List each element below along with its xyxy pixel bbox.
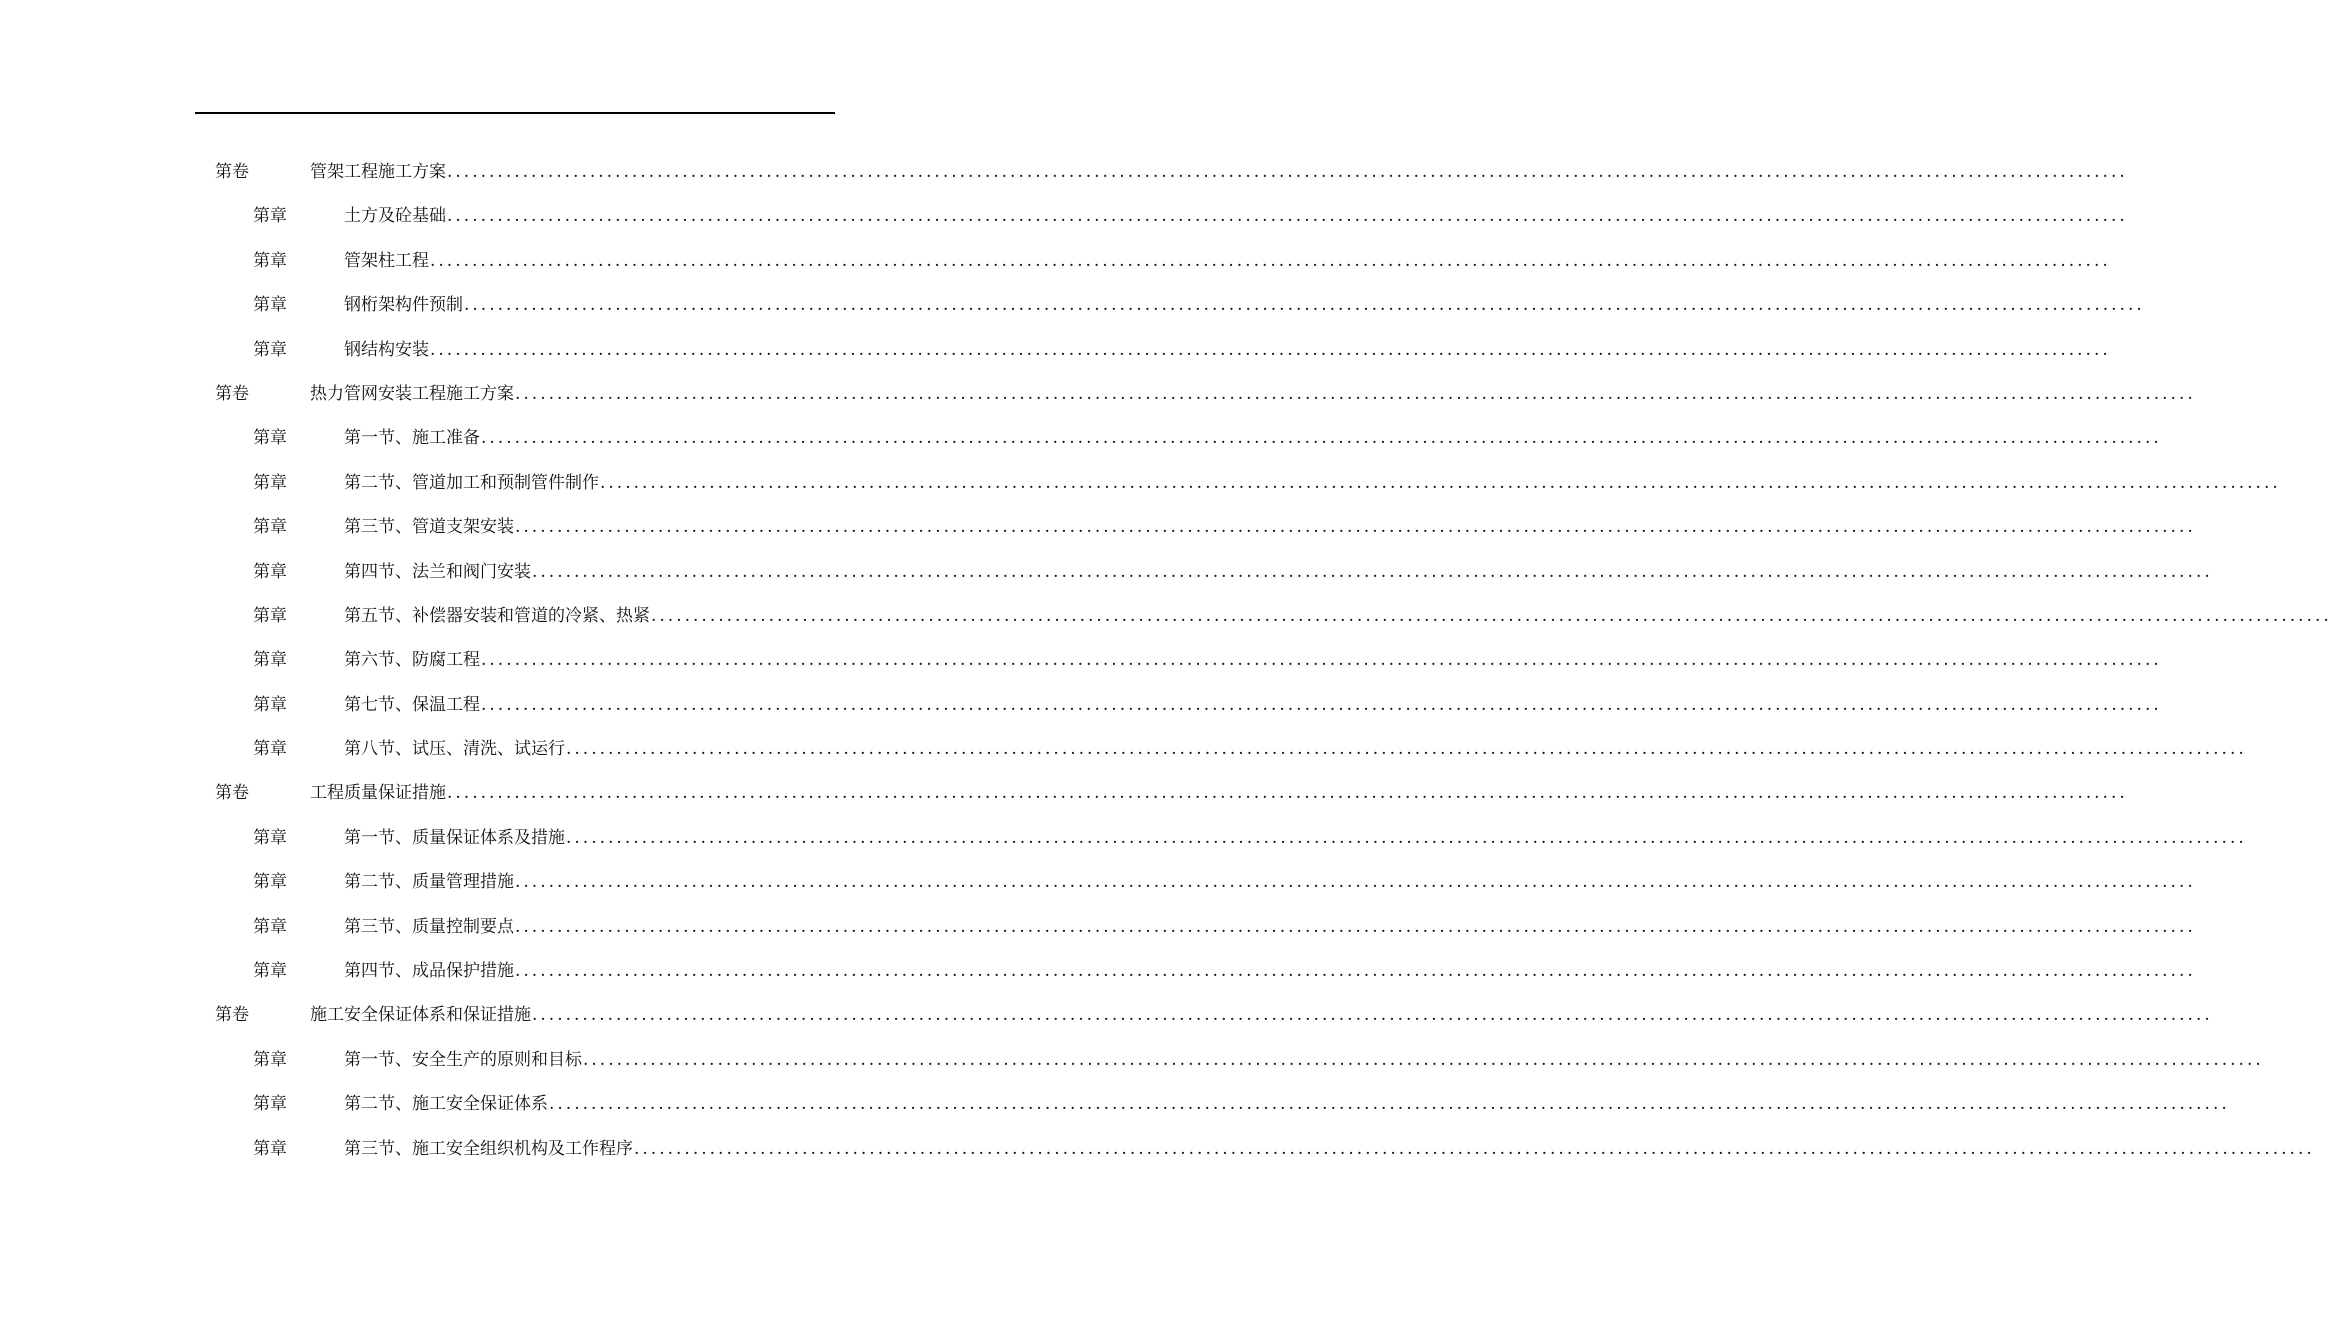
toc-dot-leader: ........................................................................................................................................................................................................ — [515, 383, 2196, 404]
toc-dot-leader: ........................................................................................................................................................................................................ — [481, 428, 2162, 449]
toc-entry-title-wrap — [344, 594, 2332, 638]
toc-dot-leader: ........................................................................................................................................................................................................ — [430, 250, 2111, 271]
toc-chapter-entry[interactable] — [0, 816, 2247, 860]
toc-entry-title: 第五节、补偿器安装和管道的冷紧、热紧 — [344, 605, 650, 626]
toc-dot-leader: ........................................................................................................................................................................................................ — [515, 517, 2196, 538]
toc-chapter-entry[interactable] — [0, 505, 2196, 549]
table-of-contents — [0, 150, 2332, 1171]
toc-entry-title: 工程质量保证措施 — [310, 783, 446, 804]
toc-entry-title: 第二节、质量管理措施 — [344, 872, 514, 893]
toc-entry-title-wrap — [344, 194, 2128, 238]
toc-chapter-entry[interactable] — [0, 1127, 2315, 1171]
toc-chapter-entry[interactable] — [0, 550, 2213, 594]
toc-entry-title: 热力管网安装工程施工方案 — [310, 383, 514, 404]
toc-entry-number: 第卷 — [215, 383, 249, 404]
toc-chapter-entry[interactable] — [0, 860, 2196, 904]
toc-entry-number: 第章 — [253, 827, 287, 848]
toc-entry-number: 第章 — [253, 694, 287, 715]
toc-entry-title: 管架柱工程 — [344, 250, 429, 271]
toc-entry-number: 第章 — [253, 517, 287, 538]
toc-entry-number: 第卷 — [215, 162, 249, 182]
toc-entry-number: 第章 — [253, 1049, 287, 1070]
toc-entry-number: 第章 — [253, 339, 287, 360]
toc-entry-number: 第章 — [253, 472, 287, 493]
toc-entry-title: 施工安全保证体系和保证措施 — [310, 1005, 531, 1026]
toc-chapter-entry[interactable] — [0, 239, 2111, 283]
toc-entry-title-wrap — [344, 683, 2162, 727]
toc-entry-title: 土方及砼基础 — [344, 206, 446, 227]
toc-dot-leader: ........................................................................................................................................................................................................ — [464, 295, 2145, 316]
toc-entry-title: 第八节、试压、清洗、试运行 — [344, 739, 565, 760]
toc-chapter-entry[interactable] — [0, 194, 2128, 238]
toc-dot-leader: ........................................................................................................................................................................................................ — [549, 1094, 2230, 1115]
toc-dot-leader: ........................................................................................................................................................................................................ — [566, 739, 2247, 760]
toc-dot-leader: ........................................................................................................................................................................................................ — [532, 1005, 2213, 1026]
toc-chapter-entry[interactable] — [0, 1038, 2264, 1082]
toc-entry-number: 第章 — [253, 206, 287, 227]
toc-entry-title-wrap — [344, 505, 2196, 549]
toc-entry-title: 第二节、管道加工和预制管件制作 — [344, 472, 599, 493]
toc-entry-number: 第卷 — [215, 783, 249, 804]
toc-chapter-entry[interactable] — [0, 949, 2196, 993]
toc-entry-number: 第章 — [253, 1094, 287, 1115]
toc-entry-title-wrap — [310, 372, 2196, 416]
toc-entry-number: 第章 — [253, 561, 287, 582]
toc-entry-number: 第章 — [253, 739, 287, 760]
toc-entry-title: 第一节、质量保证体系及措施 — [344, 827, 565, 848]
toc-chapter-entry[interactable] — [0, 328, 2111, 372]
toc-entry-title-wrap — [344, 727, 2247, 771]
toc-entry-number: 第章 — [253, 428, 287, 449]
toc-entry-number: 第章 — [253, 250, 287, 271]
toc-entry-title: 第七节、保温工程 — [344, 694, 480, 715]
toc-chapter-entry[interactable] — [0, 727, 2247, 771]
toc-entry-number: 第章 — [253, 1138, 287, 1159]
toc-entry-title-wrap — [344, 416, 2162, 460]
toc-entry-title: 管架工程施工方案 — [310, 162, 446, 182]
toc-entry-number: 第卷 — [215, 1005, 249, 1026]
toc-dot-leader: ........................................................................................................................................................................................................ — [515, 961, 2196, 982]
toc-entry-title-wrap — [344, 638, 2162, 682]
toc-chapter-entry[interactable] — [0, 594, 2332, 638]
toc-dot-leader: ........................................................................................................................................................................................................ — [515, 872, 2196, 893]
toc-dot-leader: ........................................................................................................................................................................................................ — [583, 1049, 2264, 1070]
toc-entry-title-wrap — [344, 860, 2196, 904]
toc-entry-title: 第一节、施工准备 — [344, 428, 480, 449]
toc-entry-title: 钢结构安装 — [344, 339, 429, 360]
toc-chapter-entry[interactable] — [0, 283, 2145, 327]
toc-dot-leader: ........................................................................................................................................................................................................ — [600, 472, 2281, 493]
toc-dot-leader: ........................................................................................................................................................................................................ — [447, 162, 2128, 182]
toc-chapter-entry[interactable] — [0, 638, 2162, 682]
toc-dot-leader: ........................................................................................................................................................................................................ — [515, 916, 2196, 937]
toc-dot-leader: ........................................................................................................................................................................................................ — [481, 650, 2162, 671]
toc-volume-entry[interactable] — [0, 993, 2213, 1037]
toc-dot-leader: ........................................................................................................................................................................................................ — [447, 783, 2128, 804]
toc-entry-title-wrap — [310, 993, 2213, 1037]
toc-chapter-entry[interactable] — [0, 683, 2162, 727]
toc-entry-title: 第四节、成品保护措施 — [344, 961, 514, 982]
toc-chapter-entry[interactable] — [0, 416, 2162, 460]
toc-entry-title-wrap — [344, 816, 2247, 860]
toc-entry-title: 第四节、法兰和阀门安装 — [344, 561, 531, 582]
toc-entry-title: 第三节、施工安全组织机构及工作程序 — [344, 1138, 633, 1159]
toc-entry-title-wrap — [344, 1038, 2264, 1082]
toc-chapter-entry[interactable] — [0, 461, 2281, 505]
toc-entry-title-wrap — [344, 905, 2196, 949]
toc-entry-number: 第章 — [253, 916, 287, 937]
toc-entry-title: 第一节、安全生产的原则和目标 — [344, 1049, 582, 1070]
toc-chapter-entry[interactable] — [0, 905, 2196, 949]
toc-volume-entry[interactable] — [0, 372, 2196, 416]
toc-chapter-entry[interactable] — [0, 1082, 2230, 1126]
toc-entry-title-wrap — [310, 150, 2128, 194]
toc-entry-title-wrap — [344, 328, 2111, 372]
toc-entry-number: 第章 — [253, 650, 287, 671]
toc-entry-title: 钢桁架构件预制 — [344, 295, 463, 316]
toc-dot-leader: ........................................................................................................................................................................................................ — [651, 605, 2332, 626]
toc-entry-title: 第三节、管道支架安装 — [344, 517, 514, 538]
toc-dot-leader: ........................................................................................................................................................................................................ — [634, 1138, 2315, 1159]
toc-volume-entry[interactable] — [0, 150, 2128, 194]
toc-volume-entry[interactable] — [0, 771, 2128, 815]
toc-entry-title: 第六节、防腐工程 — [344, 650, 480, 671]
toc-entry-title-wrap — [344, 949, 2196, 993]
toc-entry-title-wrap — [344, 283, 2145, 327]
toc-entry-title-wrap — [344, 1082, 2230, 1126]
toc-entry-title: 第二节、施工安全保证体系 — [344, 1094, 548, 1115]
toc-dot-leader: ........................................................................................................................................................................................................ — [430, 339, 2111, 360]
toc-dot-leader: ........................................................................................................................................................................................................ — [481, 694, 2162, 715]
toc-entry-title-wrap — [344, 1127, 2315, 1171]
toc-entry-number: 第章 — [253, 872, 287, 893]
toc-entry-number: 第章 — [253, 295, 287, 316]
toc-entry-title: 第三节、质量控制要点 — [344, 916, 514, 937]
toc-entry-number: 第章 — [253, 961, 287, 982]
toc-dot-leader: ........................................................................................................................................................................................................ — [532, 561, 2213, 582]
toc-entry-title-wrap — [310, 771, 2128, 815]
toc-dot-leader: ........................................................................................................................................................................................................ — [566, 827, 2247, 848]
toc-dot-leader: ........................................................................................................................................................................................................ — [447, 206, 2128, 227]
toc-entry-title-wrap — [344, 461, 2281, 505]
header-rule — [195, 112, 835, 114]
toc-entry-number: 第章 — [253, 605, 287, 626]
toc-entry-title-wrap — [344, 550, 2213, 594]
toc-entry-title-wrap — [344, 239, 2111, 283]
